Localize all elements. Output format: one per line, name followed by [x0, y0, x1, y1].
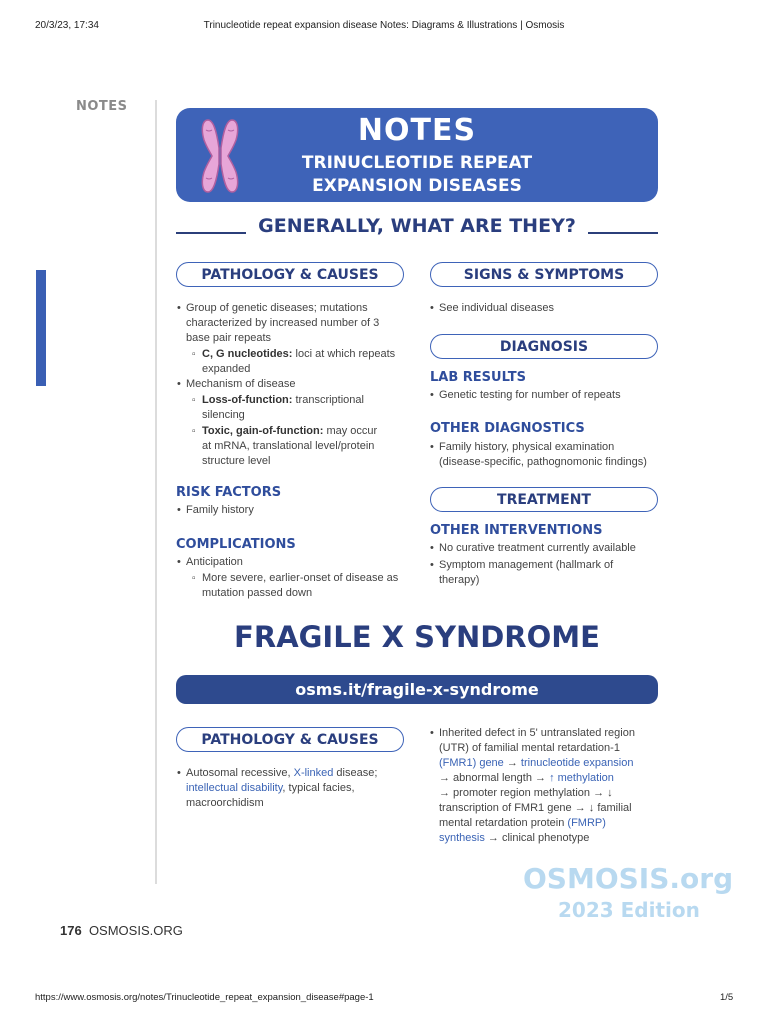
lab-results-heading: LAB RESULTS [430, 370, 526, 385]
fragile-right-bullet: • Inherited defect in 5' untranslated region (UTR) of familial mental retardation-1 (FMR1) gene → trinucleotide expansion → abnormal length → ↑ methylation → promoter region methylation → ↓ transcription of FMR1 gene → ↓ familial mental retardation protein (FMRP) synthesis → clinical phenotype [439, 726, 635, 846]
pathology-bullet-2: • Mechanism of disease [186, 377, 295, 392]
trinucleotide-expansion-link[interactable]: trinucleotide expansion [520, 757, 634, 769]
pathology-sub-3: ▫ Toxic, gain-of-function: may occur at mRNA, translational level/protein structure level [202, 424, 422, 469]
fragile-x-url-link[interactable]: osms.it/fragile-x-syndrome [176, 675, 658, 704]
osmosis-logo: OSMOSIS.org [523, 862, 734, 895]
margin-divider [155, 100, 157, 884]
print-url: https://www.osmosis.org/notes/Trinucleotide_repeat_expansion_disease#page-1 [35, 992, 374, 1003]
margin-accent-bar [36, 270, 46, 386]
heading-text: GENERALLY, WHAT ARE THEY? [258, 215, 576, 237]
osmosis-edition: 2023 Edition [558, 898, 700, 922]
fragile-pathology-pill: PATHOLOGY & CAUSES [176, 727, 404, 752]
banner-subtitle-line2: EXPANSION DISEASES [312, 176, 522, 196]
complications-heading: COMPLICATIONS [176, 537, 296, 552]
banner-subtitle [176, 152, 658, 198]
section-heading-general [176, 215, 658, 247]
synthesis-link[interactable]: synthesis [439, 832, 485, 844]
treatment-bullet-1: • No curative treatment currently available [439, 541, 636, 556]
risk-bullet-1: • Family history [186, 503, 254, 518]
pathology-pill: PATHOLOGY & CAUSES [176, 262, 404, 287]
fragile-left-bullet: • Autosomal recessive, X-linked disease; intellectual disability, typical facies, macroorchidism [186, 766, 377, 811]
signs-bullet-1: • See individual diseases [439, 301, 554, 316]
banner-subtitle-line1: TRINUCLEOTIDE REPEAT [301, 153, 533, 173]
fragile-x-title: FRAGILE X SYNDROME [234, 620, 600, 654]
methylation-link[interactable]: ↑ methylation [549, 772, 614, 784]
complications-sub-1: ▫ More severe, earlier-onset of disease as mutation passed down [202, 571, 422, 601]
page-number: 176 [60, 923, 82, 938]
fmrp-link[interactable]: (FMRP) [567, 817, 606, 829]
print-page-title: Trinucleotide repeat expansion disease Notes: Diagrams & Illustrations | Osmosis [203, 20, 565, 31]
pathology-sub-1: ▫ C, G nucleotides: loci at which repeats expanded [202, 347, 422, 377]
pathology-sub-2: ▫ Loss-of-function: transcriptional silencing [202, 393, 422, 423]
notes-banner [176, 108, 658, 202]
diagnosis-pill: DIAGNOSIS [430, 334, 658, 359]
pathology-bullet-1: • Group of genetic diseases; mutations characterized by increased number of 3 base pair repeats [186, 301, 379, 346]
other-diagnostics-heading: OTHER DIAGNOSTICS [430, 421, 585, 436]
other-interventions-heading: OTHER INTERVENTIONS [430, 523, 603, 538]
other-diagnostics-bullet-1: • Family history, physical examination (disease-specific, pathognomonic findings) [439, 440, 647, 470]
treatment-pill: TREATMENT [430, 487, 658, 512]
lab-bullet-1: • Genetic testing for number of repeats [439, 388, 621, 403]
sidebar-notes-label: NOTES [76, 99, 128, 114]
signs-pill: SIGNS & SYMPTOMS [430, 262, 658, 287]
banner-title: NOTES [357, 113, 477, 148]
print-page-count: 1/5 [720, 992, 734, 1003]
page-number-line [60, 923, 183, 938]
treatment-bullet-2: • Symptom management (hallmark of therapy) [439, 558, 613, 588]
print-datetime: 20/3/23, 17:34 [35, 20, 99, 31]
site-name: OSMOSIS.ORG [88, 923, 183, 938]
risk-factors-heading: RISK FACTORS [176, 485, 282, 500]
intellectual-disability-link[interactable]: intellectual disability [186, 782, 283, 794]
x-linked-link[interactable]: X-linked [293, 767, 334, 779]
complications-bullet-1: • Anticipation [186, 555, 243, 570]
fmr1-gene-link[interactable]: (FMR1) gene [439, 757, 504, 769]
